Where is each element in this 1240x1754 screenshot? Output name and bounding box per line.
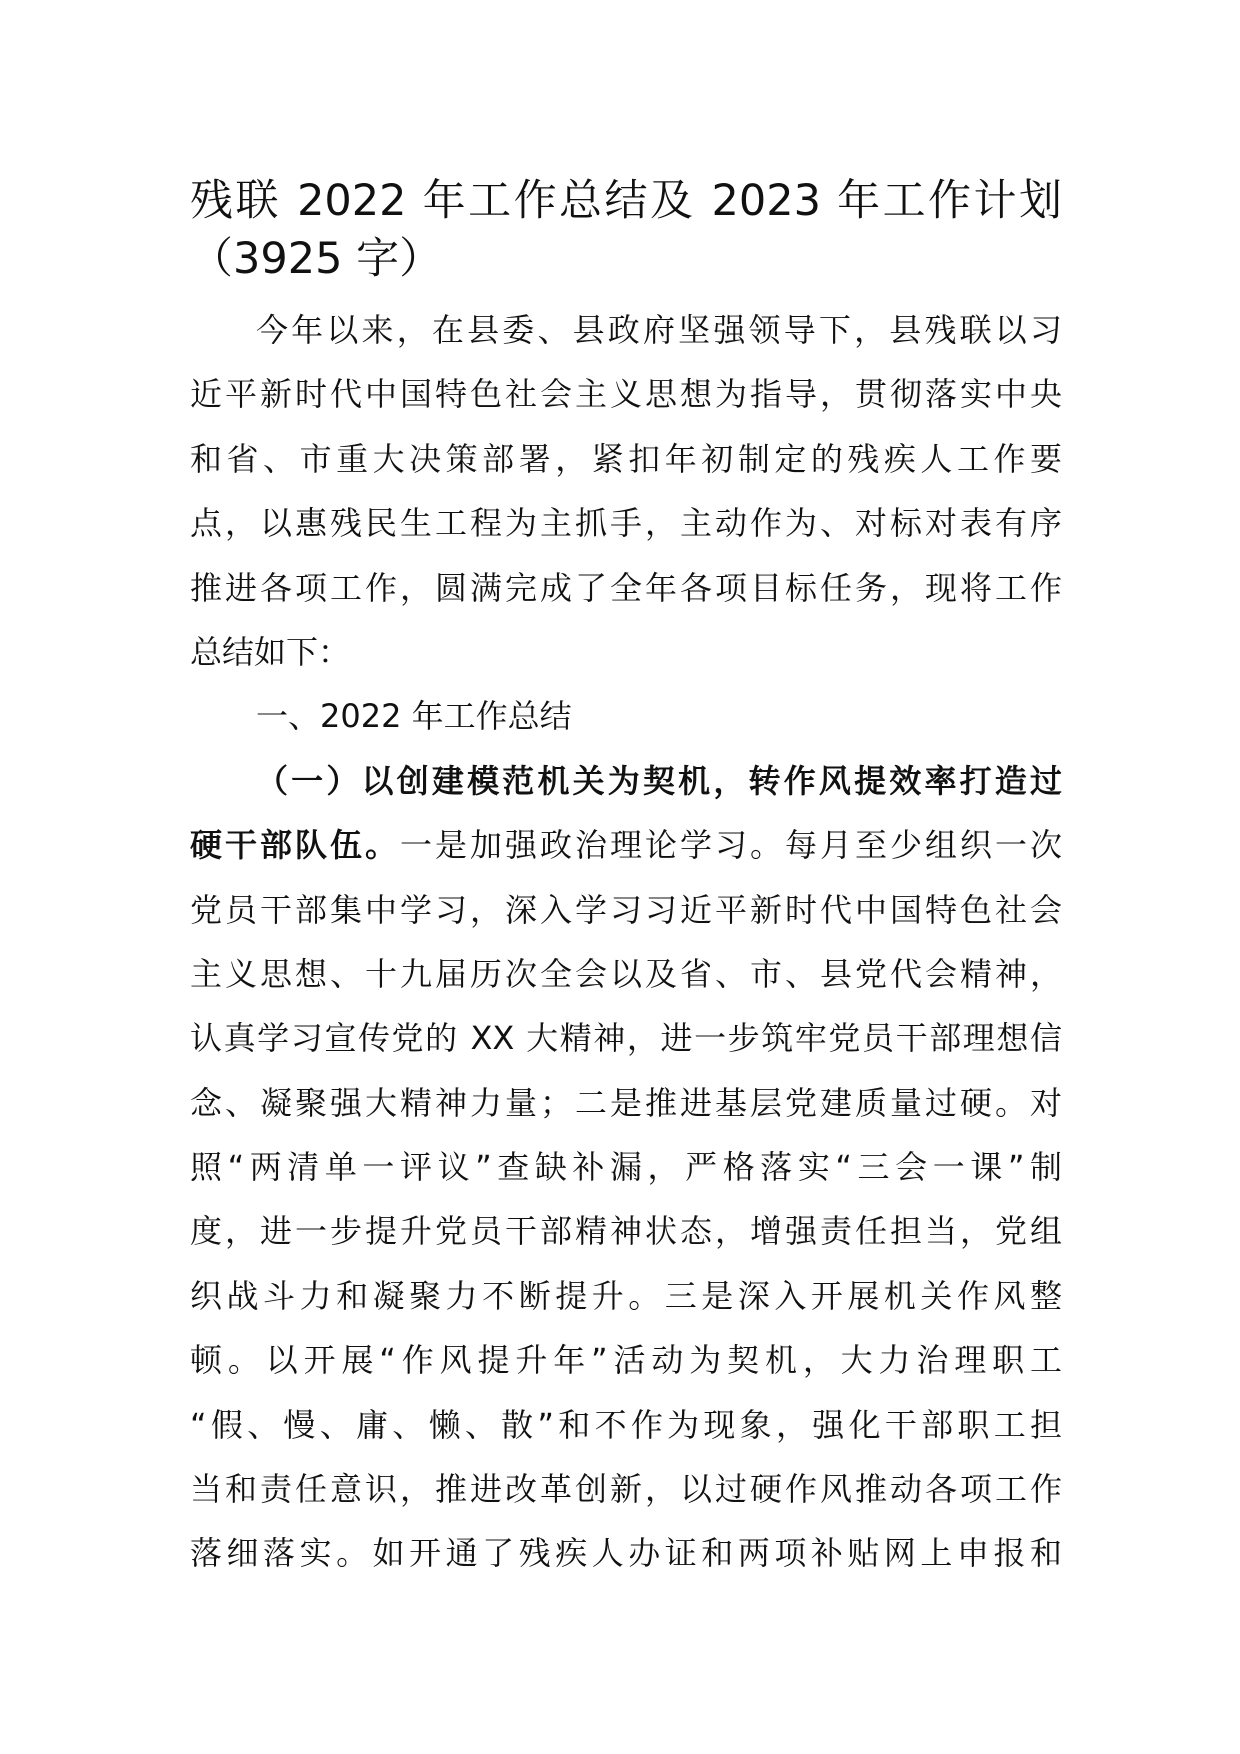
text-line: 织战斗力和凝聚力不断提升。三是深入开展机关作风整 — [190, 1276, 1062, 1315]
title-line-1: 残联 2022 年工作总结及 2023 年工作计划 — [190, 176, 1062, 226]
text-line: “假、慢、庸、懒、散”和不作为现象，强化干部职工担 — [190, 1405, 1062, 1444]
document-body — [190, 298, 1062, 1586]
text-line: 和省、市重大决策部署，紧扣年初制定的残疾人工作要 — [190, 439, 1062, 478]
subsection-paragraph — [190, 749, 1062, 1586]
subsection-heading-end: 硬干部队伍。 — [190, 826, 400, 865]
text-line: 度，进一步提升党员干部精神状态，增强责任担当，党组 — [190, 1212, 1062, 1251]
section-heading: 一、2022 年工作总结 — [256, 697, 572, 736]
text-line — [190, 813, 1062, 877]
title-line-2: （3925 字） — [190, 234, 443, 284]
text-line: 顿。以开展“作风提升年”活动为契机，大力治理职工 — [190, 1341, 1062, 1380]
text-line: 总结如下： — [190, 632, 351, 671]
intro-paragraph — [190, 298, 1062, 684]
text-line: 认真学习宣传党的 XX 大精神，进一步筑牢党员干部理想信 — [190, 1019, 1062, 1058]
text-line: 近平新时代中国特色社会主义思想为指导，贯彻落实中央 — [190, 375, 1062, 414]
document-title — [190, 172, 1062, 288]
text-line: 念、凝聚强大精神力量；二是推进基层党建质量过硬。对 — [190, 1083, 1062, 1122]
text-span: 一是加强政治理论学习。每月至少组织一次 — [400, 826, 1062, 865]
subsection-heading: （一）以创建模范机关为契机，转作风提效率打造过 — [256, 761, 1062, 800]
text-line: 今年以来，在县委、县政府坚强领导下，县残联以习 — [256, 311, 1062, 349]
text-line: 当和责任意识，推进改革创新，以过硬作风推动各项工作 — [190, 1470, 1062, 1509]
text-line: 落细落实。如开通了残疾人办证和两项补贴网上申报和 — [190, 1534, 1062, 1573]
subsection-heading-line — [190, 749, 1062, 813]
text-line: 点，以惠残民生工程为主抓手，主动作为、对标对表有序 — [190, 504, 1062, 543]
text-line: 推进各项工作，圆满完成了全年各项目标任务，现将工作 — [190, 568, 1062, 607]
text-line: 党员干部集中学习，深入学习习近平新时代中国特色社会 — [190, 890, 1062, 929]
text-line: 照“两清单一评议”查缺补漏，严格落实“三会一课”制 — [190, 1148, 1062, 1187]
text-line: 主义思想、十九届历次全会以及省、市、县党代会精神， — [190, 954, 1062, 993]
